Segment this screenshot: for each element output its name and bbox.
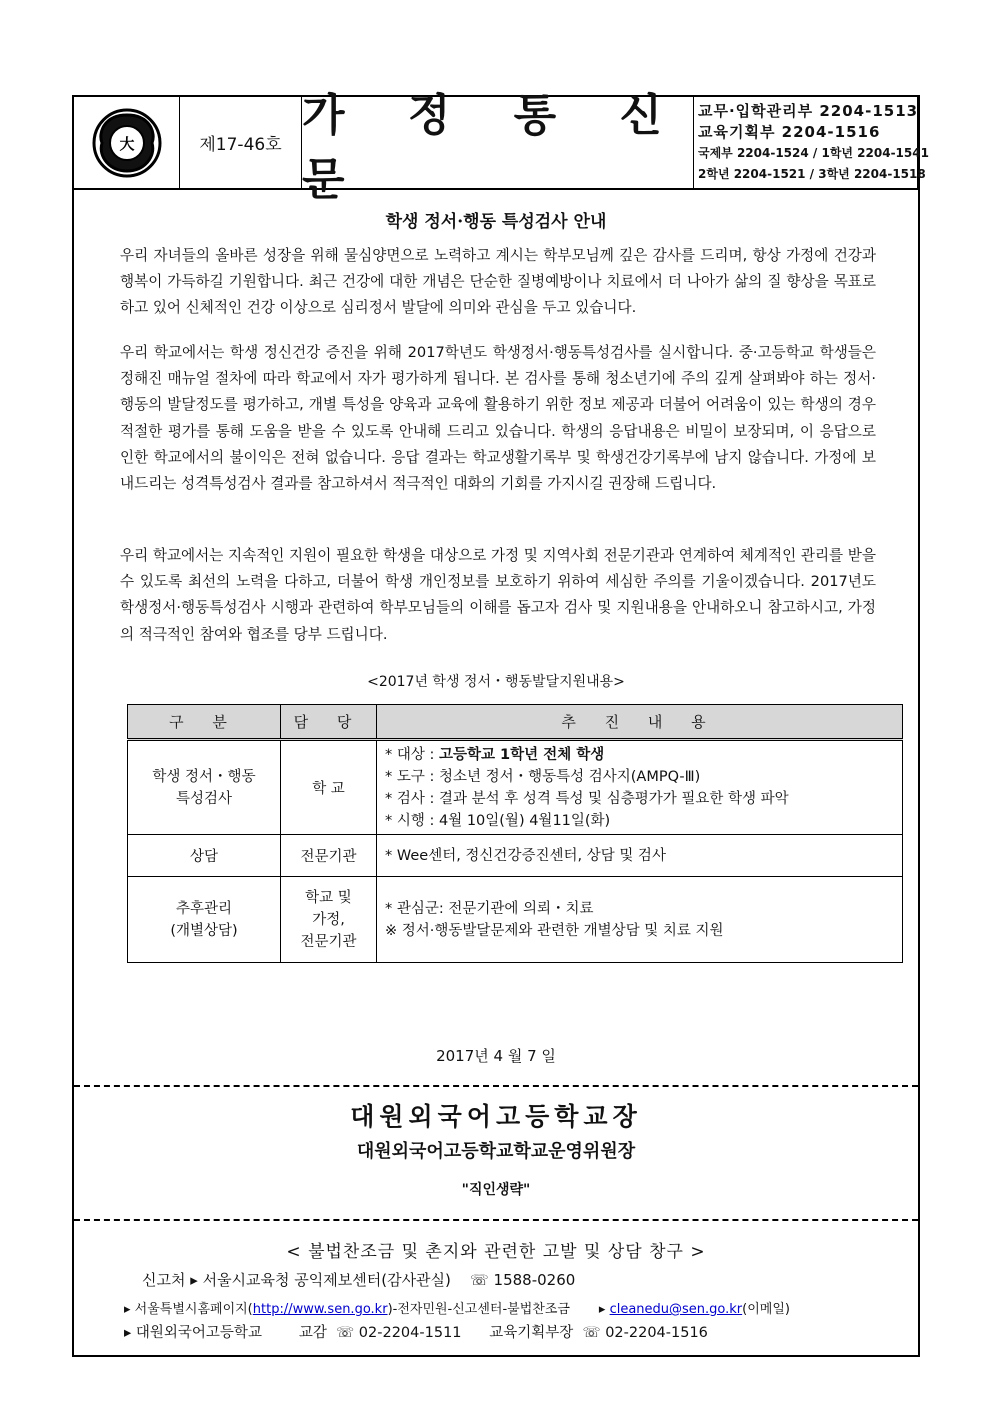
row-owner: 학교 및 가정, 전문기관 [281, 877, 377, 963]
sen-website-link[interactable]: http://www.sen.go.kr [252, 1302, 388, 1317]
principal-name: 대원외국어고등학교장 [350, 1102, 642, 1131]
arrow-icon: ▸ [598, 1302, 606, 1317]
issue-date: 2017년 4 월 7 일 [436, 1047, 556, 1065]
detail-line: * 검사 : 결과 분석 후 성격 특성 및 심층평가가 필요한 학생 파악 [385, 790, 789, 807]
table-header: 담 당 [281, 705, 377, 740]
row-details [377, 740, 903, 835]
detail-line: * 시행 : 4월 10일(월) 4월11일(화) [385, 812, 611, 829]
phone-icon: ☏ [469, 1271, 489, 1289]
row-details: * Wee센터, 정신건강증진센터, 상담 및 검사 [377, 835, 903, 877]
row-details [377, 877, 903, 963]
detail-line: ※ 정서·행동발달문제와 관련한 개별상담 및 치료 지원 [385, 922, 724, 939]
school-logo-cell [74, 97, 180, 188]
detail-line: * 관심군: 전문기관에 의뢰・치료 [385, 900, 594, 917]
newsletter-title: 가 정 통 신 문 [302, 97, 694, 188]
row-category: 학생 정서・행동 특성검사 [128, 740, 281, 835]
issue-number: 제17-46호 [180, 97, 302, 188]
paragraph-intro: 우리 자녀들의 올바른 성장을 위해 물심양면으로 노력하고 계시는 학부모님께 깊은 감사를 드리며, 항상 가정에 건강과 행복이 가득하길 기원합니다. 최근 건강에 대한 개념은 단순한 질병예방이나 치료에서 더 나아가 삶의 질 향상을 목표로 하고 있어 신체적인 건강 이상으로 심리정서 발달에 의미와 관심을 두고 있습니다. [120, 247, 876, 317]
document-title: 학생 정서·행동 특성검사 안내 [385, 212, 607, 232]
paragraph-test-info: 우리 학교에서는 학생 정신건강 증진을 위해 2017학년도 학생정서·행동특성검사를 실시합니다. 중·고등학교 학생들은 정해진 매뉴얼 절차에 따라 학교에서 자가 평가하게 됩니다. 본 검사를 통해 청소년기에 주의 깊게 살펴봐야 하는 정서·행동의 발달정도를 평가하고, 개별 특성을 양육과 교육에 활용하기 위한 정보 제공과 더불어 어려움이 있는 학생의 경우 적절한 평가를 통해 도움을 받을 수 있도록 안내해 드리고 있습니다. 학생의 응답내용은 비밀이 보장되며, 이 응답으로 인한 학교에서의 불이익은 전혀 없습니다. 응답 결과는 학교생활기록부 및 학생건강기록부에 남지 않습니다. 가정에 보내드리는 성격특성검사 결과를 참고하셔서 적극적인 대화의 기회를 가지시길 권장해 드립니다. [120, 344, 876, 493]
contact-line: 2학년 2204-1521 / 3학년 2204-1518 [698, 167, 926, 181]
detail-line: * 도구 : 청소년 정서・행동특성 검사지(AMPQ-Ⅲ) [385, 768, 701, 785]
support-table [127, 704, 903, 963]
report-title: < 불법찬조금 및 촌지와 관련한 고발 및 상담 창구 > [286, 1242, 706, 1262]
table-row [128, 740, 903, 835]
contact-line: 국제부 2204-1524 / 1학년 2204-1541 [698, 146, 929, 160]
contact-line: 교무·입학관리부 2204-1513 [698, 102, 919, 120]
school-emblem-icon [74, 97, 180, 188]
arrow-icon: ▸ [190, 1271, 198, 1289]
svg-text:大: 大 [119, 135, 135, 153]
table-header: 추 진 내 용 [377, 705, 903, 740]
report-line-2: ▸ 서울특별시홈페이지(http://www.sen.go.kr)-전자민원-신고센터-불법찬조금 ▸ cleanedu@sen.go.kr(이메일) [124, 1302, 790, 1317]
detail-line: * 대상 : 고등학교 1학년 전체 학생 [385, 746, 605, 763]
contact-line: 교육기획부 2204-1516 [698, 123, 881, 141]
table-header: 구 분 [128, 705, 281, 740]
divider [74, 1085, 918, 1087]
paragraph-support: 우리 학교에서는 지속적인 지원이 필요한 학생을 대상으로 가정 및 지역사회 전문기관과 연계하여 체계적인 관리를 받을 수 있도록 최선의 노력을 다하고, 더불어 학생 개인정보를 보호하기 위하여 세심한 주의를 기울이겠습니다. 2017년도 학생정서·행동특성검사 시행과 관련하여 학부모님들의 이해를 돕고자 검사 및 지원내용을 안내하오니 참고하시고, 가정의 적극적인 참여와 협조를 당부 드립니다. [120, 547, 876, 643]
report-line-3: ▸ 대원외국어고등학교 교감 ☏ 02-2204-1511 교육기획부장 ☏ 02-2204-1516 [124, 1325, 708, 1341]
table-row [128, 877, 903, 963]
row-owner: 학 교 [281, 740, 377, 835]
divider [74, 1219, 918, 1221]
committee-name: 대원외국어고등학교학교운영위원장 [356, 1141, 636, 1162]
seal-note: "직인생략" [461, 1182, 531, 1198]
contact-info [694, 97, 929, 188]
row-category: 상담 [128, 835, 281, 877]
email-link[interactable]: cleanedu@sen.go.kr [609, 1302, 743, 1317]
report-line-1: 신고처 ▸ 서울시교육청 공익제보센터(감사관실) ☏ 1588-0260 [142, 1271, 576, 1289]
newsletter-frame [72, 89, 929, 1357]
row-owner: 전문기관 [281, 835, 377, 877]
header [74, 89, 929, 205]
table-row [128, 835, 903, 877]
row-category: 추후관리 (개별상담) [128, 877, 281, 963]
table-caption: <2017년 학생 정서・행동발달지원내용> [367, 674, 625, 690]
